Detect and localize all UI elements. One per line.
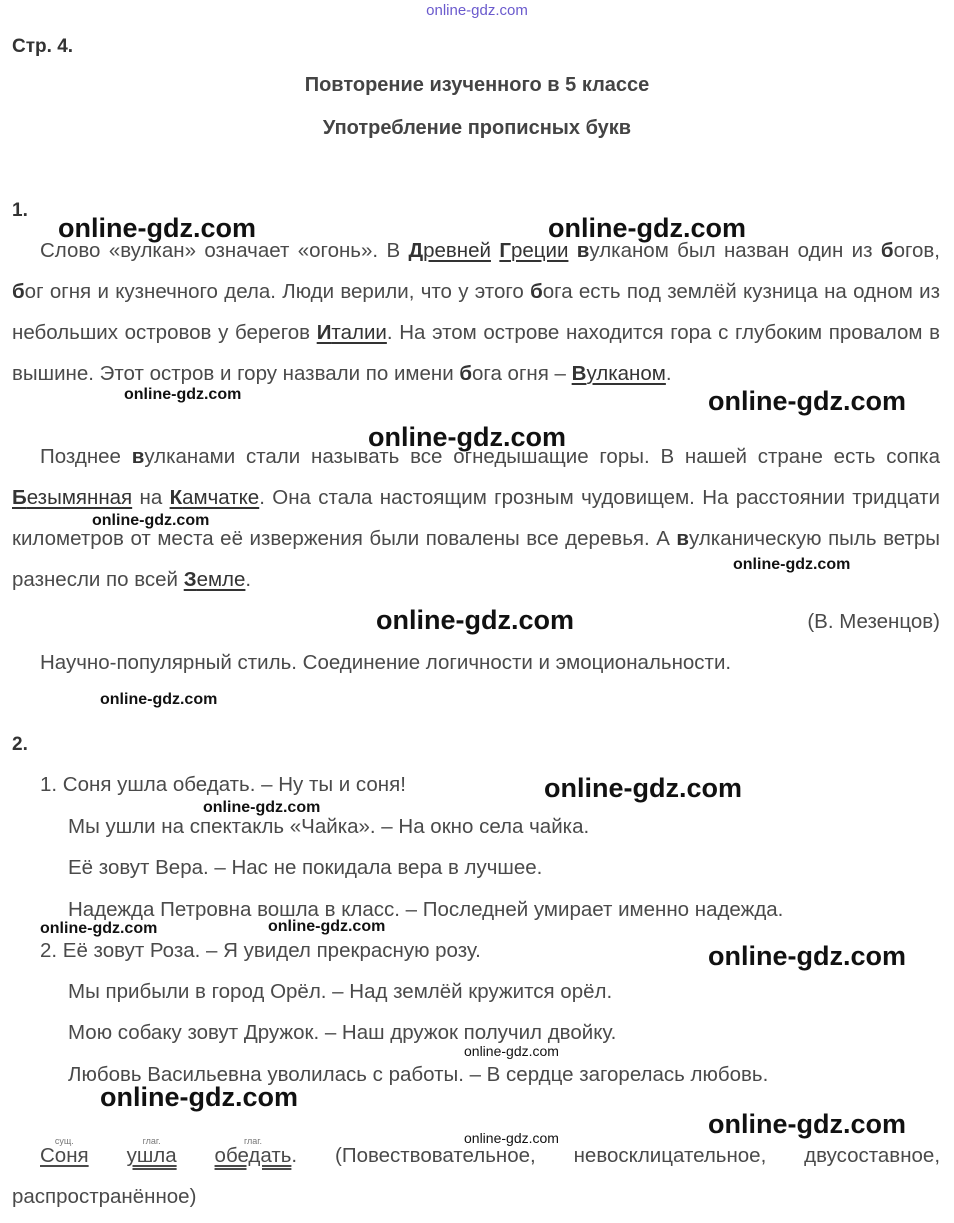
example-line: Мы ушли на спектакль «Чайка». – На окно села чайка. — [68, 815, 590, 838]
watermark: online-gdz.com — [100, 691, 218, 708]
watermark: online-gdz.com — [708, 1109, 906, 1139]
watermark: online-gdz.com — [368, 422, 566, 452]
example-line: Надежда Петровна вошла в класс. – Последней умирает именно надежда. — [68, 898, 784, 921]
watermark: online-gdz.com — [544, 773, 742, 803]
watermark: online-gdz.com — [708, 386, 906, 416]
example-line: Её зовут Вера. – Нас не покидала вера в лучшее. — [68, 856, 543, 879]
watermark: online-gdz.com — [92, 512, 210, 529]
example-line: Мы прибыли в город Орёл. – Над землёй кружится орёл. — [68, 980, 613, 1003]
watermark: online-gdz.com — [733, 556, 851, 573]
example-line: Любовь Васильевна уволилась с работы. – В сердце загорелась любовь. — [68, 1063, 769, 1086]
example-line: 2. Её зовут Роза. – Я увидел прекрасную розу. — [40, 939, 481, 962]
watermark: online-gdz.com — [708, 941, 906, 971]
exercise-1-number: 1. — [12, 200, 28, 221]
watermark: online-gdz.com — [376, 605, 574, 635]
predicate-word: глаг. ушла — [126, 1136, 177, 1167]
example-line: Мою собаку зовут Дружок. – Наш дружок получил двойку. — [68, 1021, 617, 1044]
subject-word: сущ. Соня — [40, 1136, 89, 1167]
watermark: online-gdz.com — [100, 1082, 298, 1112]
exercise-2-number: 2. — [12, 734, 28, 755]
watermark: online-gdz.com — [268, 918, 386, 935]
watermark: online-gdz.com — [548, 213, 746, 243]
exercise-1-paragraph-2: Позднее вулканами стали называть все огнедышащие горы. В нашей стране есть сопка Безымянная на Камчатке. Она стала настоящим грозным чудовищем. На расстоянии тридцати километров от места её извержения были повалены все деревья. А вулканическую пыль ветры разнесли по всей Земле. — [12, 445, 940, 591]
watermark: online-gdz.com — [203, 799, 321, 816]
watermark: online-gdz.com — [40, 920, 158, 937]
section-title: Повторение изученного в 5 классе — [304, 74, 650, 96]
section-subtitle: Употребление прописных букв — [322, 117, 632, 139]
watermark: online-gdz.com — [124, 386, 242, 403]
watermark-top: online-gdz.com — [426, 2, 528, 19]
page-number: Стр. 4. — [12, 36, 74, 57]
example-line: 1. Соня ушла обедать. – Ну ты и соня! — [40, 773, 406, 796]
predicate-word: глаг. обедать — [214, 1136, 292, 1167]
style-note: Научно-популярный стиль. Соединение логичности и эмоциональности. — [40, 651, 732, 674]
watermark: online-gdz.com — [464, 1043, 559, 1059]
watermark: online-gdz.com — [58, 213, 256, 243]
watermark: online-gdz.com — [464, 1130, 559, 1146]
exercise-1-paragraph-1: Слово «вулкан» означает «огонь». В Древней Греции вулканом был назван один из богов, бог огня и кузнечного дела. Люди верили, что у этого бога есть под землёй кузница на одном из небольших островов у берегов Италии. На этом острове находится гора с глубоким провалом в вышине. Этот остров и гору назвали по имени бога огня – Вулканом. — [12, 239, 940, 385]
sentence-analysis: сущ. Соня глаг. ушла глаг. обедать. (Повествовательное, невосклицательное, двусоставное, распространённое) — [12, 1136, 941, 1208]
author-credit: (В. Мезенцов) — [807, 610, 940, 633]
